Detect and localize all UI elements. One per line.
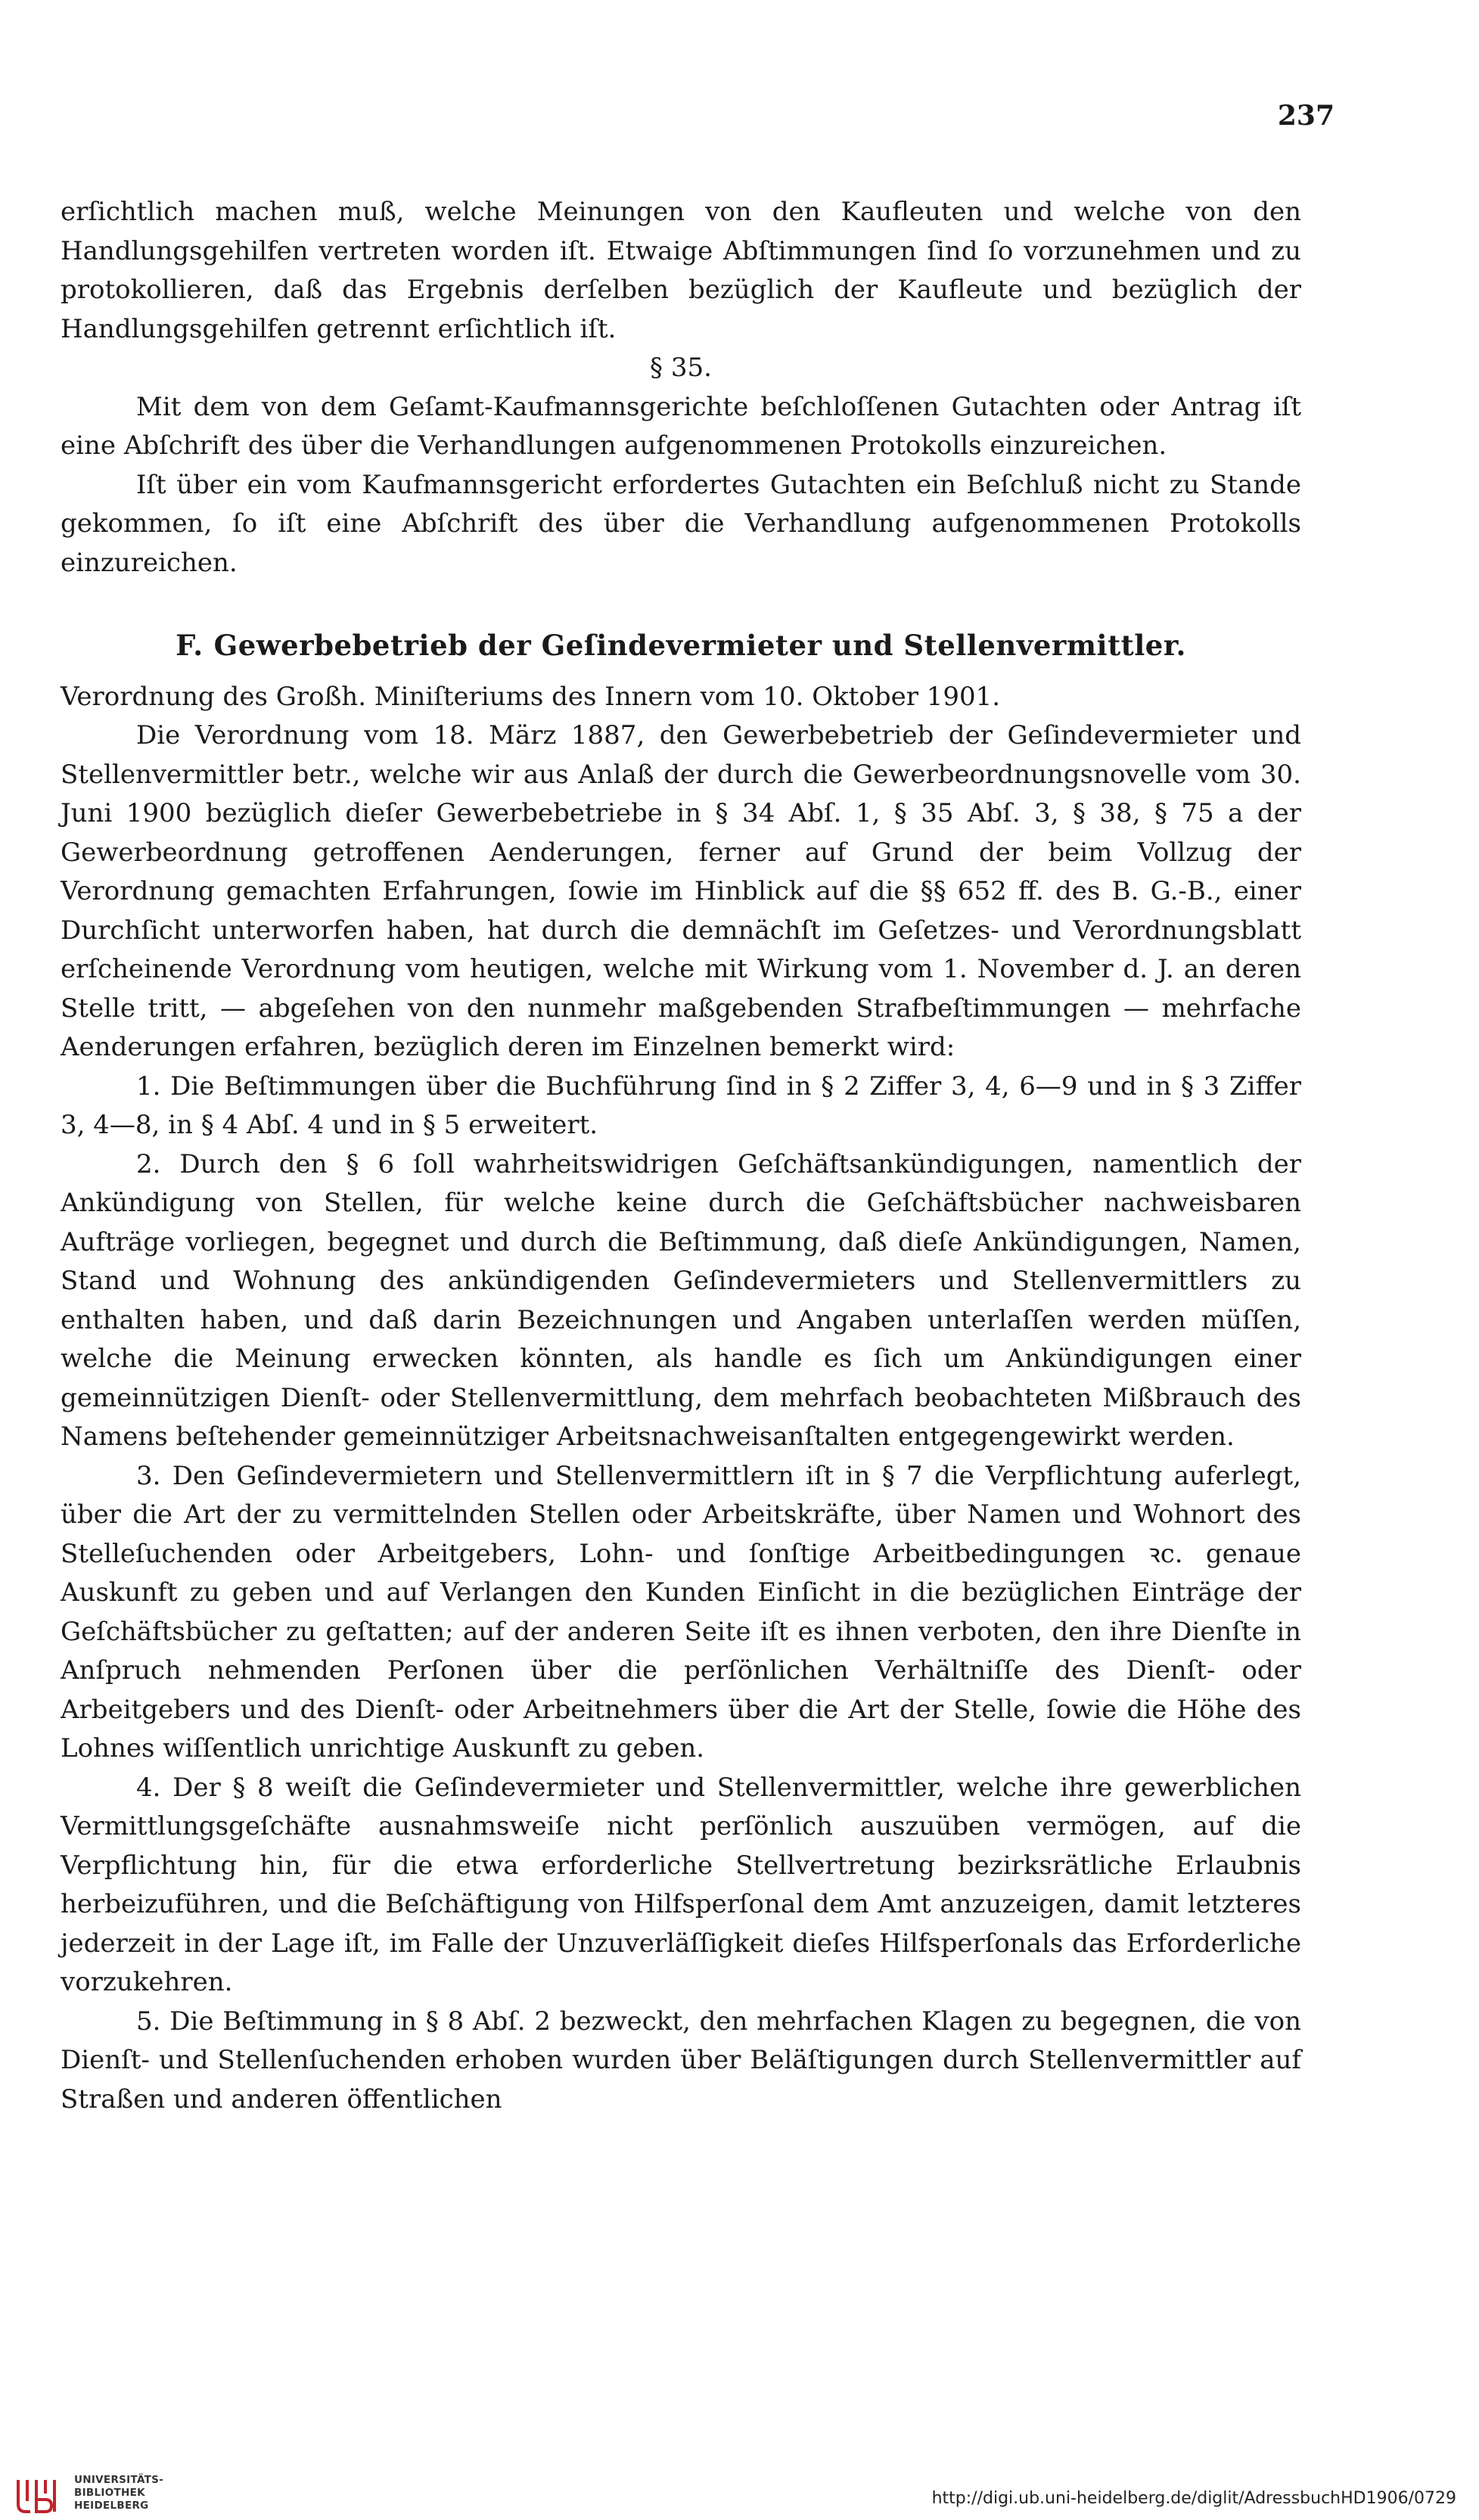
list-item-1: 1. Die Beſtimmungen über die Buchführung ſind in § 2 Ziffer 3, 4, 6—9 und in § 3 Ziffer 3, 4—8, in § 4 Abſ. 4 und in § 5 erweitert. bbox=[61, 1070, 1301, 1140]
library-logo-icon bbox=[14, 2474, 62, 2516]
body-text bbox=[61, 193, 1301, 2119]
list-item-4: 4. Der § 8 weiſt die Geſindevermieter und Stellenvermittler, welche ihre gewerblichen Vermittlungsgeſchäfte ausnahmsweiſe nicht perſönlich auszuüben vermögen, auf die Verpflichtung hin, für die etwa erforderliche Stellvertretung bezirksrätliche Erlaubnis herbeizuführen, und die Beſchäftigung von Hilfsperſonal dem Amt anzuzeigen, damit letzteres jederzeit in der Lage iſt, im Falle der Unzuverläſſigkeit dieſes Hilfsperſonals das Erforderliche vorzukehren. bbox=[61, 1772, 1301, 1997]
paragraph-opinion: Mit dem von dem Geſamt-Kaufmannsgerichte beſchloſſenen Gutachten oder Antrag iſt eine Abſchrift des über die Verhandlungen aufgenommenen Protokolls einzureichen. bbox=[61, 391, 1301, 461]
list-item-2: 2. Durch den § 6 ſoll wahrheitswidrigen Geſchäftsankündigungen, namentlich der Ankündigung von Stellen, für welche keine durch die Geſchäftsbücher nachweisbaren Aufträge vorliegen, begegnet und durch die Beſtimmung, daß dieſe Ankündigungen, Namen, Stand und Wohnung des ankündigenden Geſindevermieters und Stellenvermittlers zu enthalten haben, und daß darin Bezeichnungen und Angaben unterlaſſen werden müſſen, welche die Meinung erwecken könnten, als handle es ſich um Ankündigungen einer gemeinnützigen Dienſt- oder Stellenvermittlung, dem mehrfach beobachteten Mißbrauch des Namens beſtehender gemeinnütziger Arbeitsnachweisanſtalten entgegengewirkt werden. bbox=[61, 1148, 1301, 1452]
paragraph-intro: Die Verordnung vom 18. März 1887, den Gewerbebetrieb der Geſindevermieter und Stellenvermittler betr., welche wir aus Anlaß der durch die Gewerbeordnungsnovelle vom 30. Juni 1900 bezüglich dieſer Gewerbebetriebe in § 34 Abſ. 1, § 35 Abſ. 3, § 38, § 75 a der Gewerbeordnung getroffenen Aenderungen, ferner auf Grund der beim Vollzug der Verordnung gemachten Erfahrungen, ſowie im Hinblick auf die §§ 652 ff. des B. G.-B., einer Durchſicht unterworfen haben, hat durch die demnächſt im Geſetzes- und Verordnungsblatt erſcheinende Verordnung vom heutigen, welche mit Wirkung vom 1. November d. J. an deren Stelle tritt, — abgeſehen von den nunmehr maßgebenden Strafbeſtimmungen — mehrfache Aenderungen erfahren, bezüglich deren im Einzelnen bemerkt wird: bbox=[61, 720, 1301, 1062]
footer-bar bbox=[0, 2457, 1479, 2520]
chapter-title: Gewerbebetrieb der Geſindevermieter und Stellenvermittler. bbox=[213, 629, 1186, 662]
source-url-link[interactable]: http://digi.ub.uni-heidelberg.de/diglit/AdressbuchHD1906/0729 bbox=[931, 2489, 1456, 2508]
decree-line: Verordnung des Großh. Miniſteriums des Innern vom 10. Oktober 1901. bbox=[61, 681, 1001, 712]
list-item-5: 5. Die Beſtimmung in § 8 Abſ. 2 bezweckt, den mehrfachen Klagen zu begegnen, die von Dienſt- und Stellenſuchenden erhoben wurden über Beläſtigungen durch Stellenvermittler auf Straßen und anderen öffentlichen bbox=[61, 2006, 1301, 2115]
chapter-heading bbox=[61, 626, 1301, 666]
paragraph-continuation: erſichtlich machen muß, welche Meinungen von den Kaufleuten und welche von den Handlungsgehilfen vertreten worden iſt. Etwaige Abſtimmungen ſind ſo vorzunehmen und zu protokollieren, daß das Ergebnis derſelben bezüglich der Kaufleute und bezüglich der Handlungsgehilfen getrennt erſichtlich iſt. bbox=[61, 197, 1301, 344]
chapter-letter: F. bbox=[176, 629, 204, 662]
paragraph-resolution: Iſt über ein vom Kaufmannsgericht erfordertes Gutachten ein Beſchluß nicht zu Stande gekommen, ſo iſt eine Abſchrift des über die Verhandlung aufgenommenen Protokolls einzureichen. bbox=[61, 469, 1301, 578]
list-item-3: 3. Den Geſindevermietern und Stellenvermittlern iſt in § 7 die Verpflichtung auferlegt, über die Art der zu vermittelnden Stellen oder Arbeitskräfte, über Namen und Wohnort des Stelleſuchenden oder Arbeitgebers, Lohn- und ſonſtige Arbeitbedingungen ꝛc. genaue Auskunft zu geben und auf Verlangen den Kunden Einſicht in die bezüglichen Einträge der Geſchäftsbücher zu geſtatten; auf der anderen Seite iſt es ihnen verboten, den ihre Dienſte in Anſpruch nehmenden Perſonen über die perſönlichen Verhältniſſe des Dienſt- oder Arbeitgebers und des Dienſt- oder Arbeitnehmers über die Art der Stelle, ſowie die Höhe des Lohnes wiſſentlich unrichtige Auskunft zu geben. bbox=[61, 1460, 1301, 1763]
section-heading-35: § 35. bbox=[650, 353, 712, 383]
page-number: 237 bbox=[1277, 100, 1335, 132]
library-name-line2: BIBLIOTHEK bbox=[74, 2487, 145, 2499]
library-name-line1: UNIVERSITÄTS- bbox=[74, 2474, 164, 2486]
library-name bbox=[74, 2474, 210, 2512]
library-name-line3: HEIDELBERG bbox=[74, 2500, 149, 2512]
